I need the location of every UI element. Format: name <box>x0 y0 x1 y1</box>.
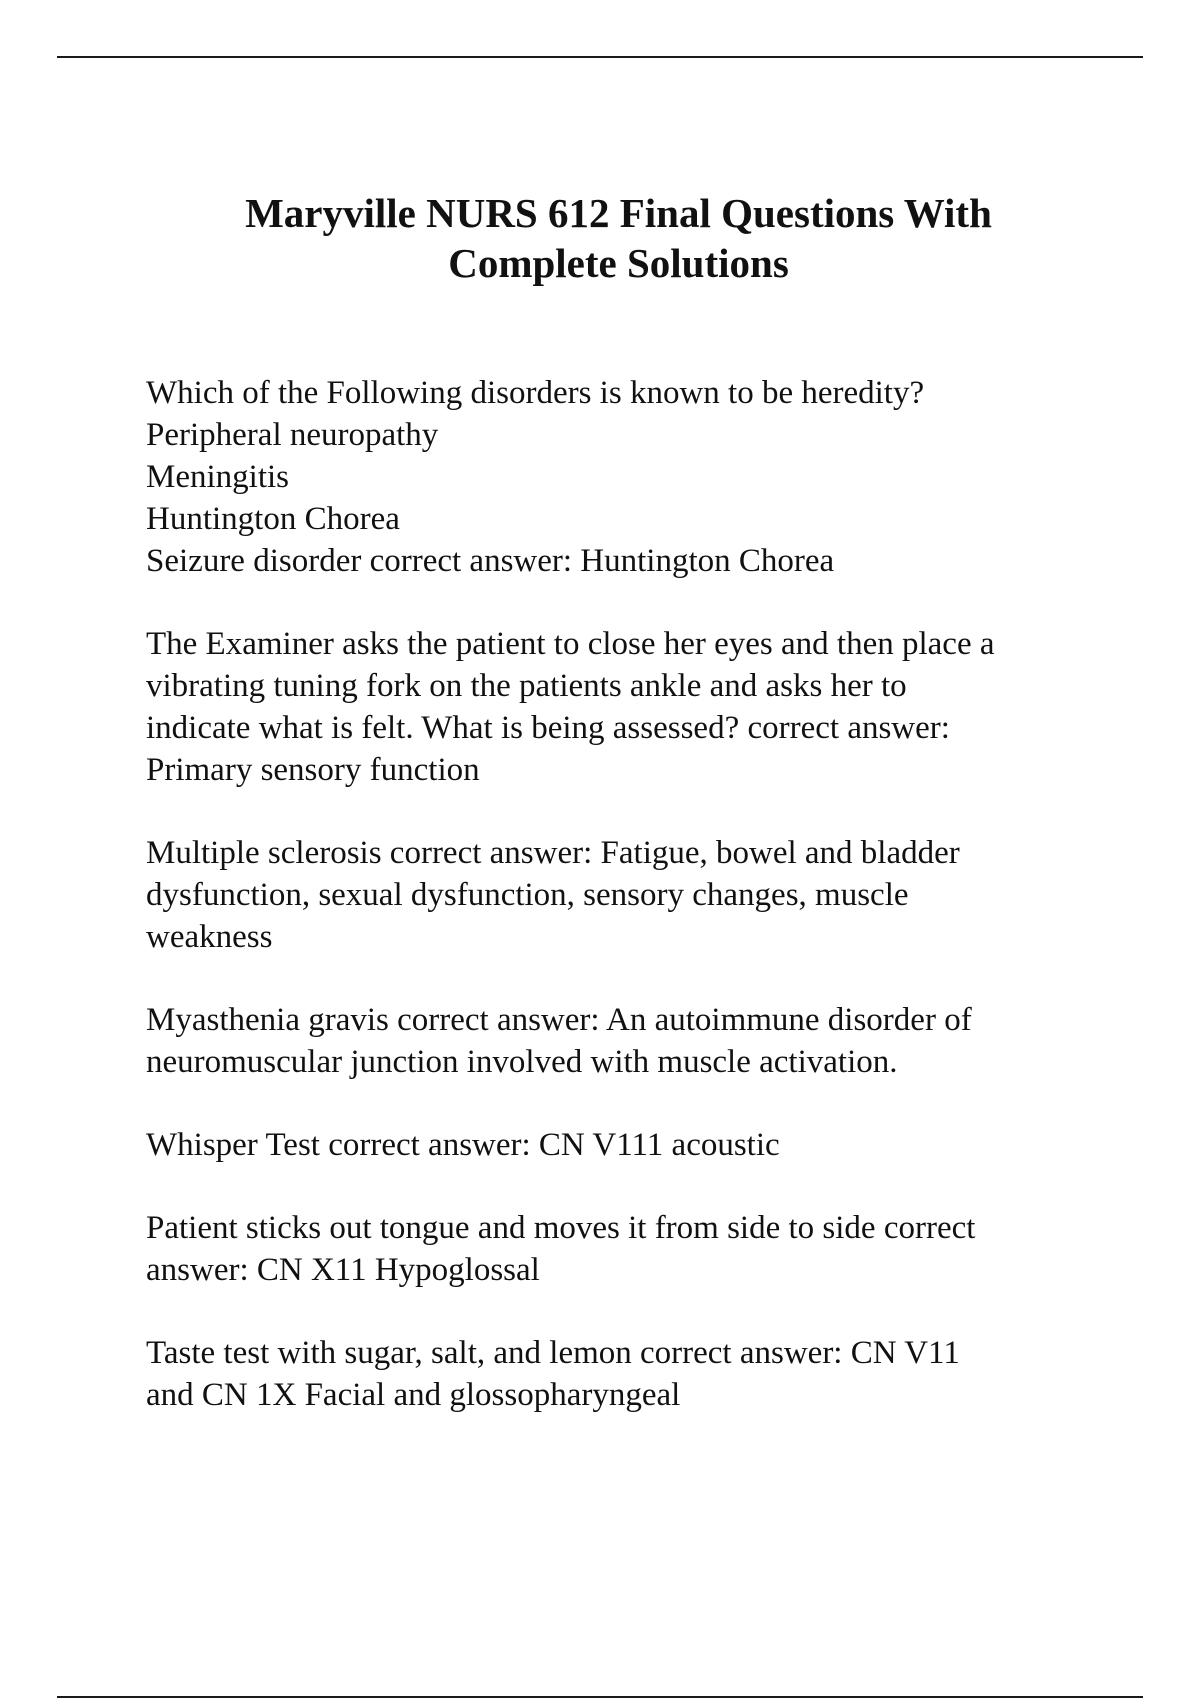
qa-block-taste-test <box>146 1332 1146 1416</box>
qa-block-whisper-test <box>146 1124 1146 1166</box>
qa-block-tongue-test <box>146 1207 1146 1291</box>
qa-block-myasthenia-gravis <box>146 999 1146 1083</box>
option-line: Huntington Chorea <box>146 501 400 537</box>
qa-line: neuromuscular junction involved with muscle activation. <box>146 1044 898 1080</box>
document-title <box>100 188 1137 288</box>
question-line: vibrating tuning fork on the patients ankle and asks her to <box>146 668 907 704</box>
qa-line: Whisper Test correct answer: CN V111 acoustic <box>146 1127 780 1163</box>
option-line: Peripheral neuropathy <box>146 417 439 453</box>
answer-line: Primary sensory function <box>146 752 480 788</box>
title-line-2: Complete Solutions <box>448 240 789 286</box>
option-line: Meningitis <box>146 459 290 495</box>
qa-line: Myasthenia gravis correct answer: An autoimmune disorder of <box>146 1002 972 1038</box>
question-line: indicate what is felt. What is being assessed? correct answer: <box>146 710 950 746</box>
qa-line: Multiple sclerosis correct answer: Fatigue, bowel and bladder <box>146 835 960 871</box>
title-line-1: Maryville NURS 612 Final Questions With <box>245 190 992 236</box>
qa-line: answer: CN X11 Hypoglossal <box>146 1252 540 1288</box>
top-divider <box>57 56 1143 58</box>
document-body <box>146 372 1146 1457</box>
qa-block-multiple-sclerosis <box>146 832 1146 958</box>
answer-line: Seizure disorder correct answer: Huntington Chorea <box>146 543 835 579</box>
qa-line: Patient sticks out tongue and moves it from side to side correct <box>146 1210 976 1246</box>
qa-line: dysfunction, sexual dysfunction, sensory changes, muscle <box>146 877 909 913</box>
bottom-divider <box>57 1696 1143 1698</box>
qa-block-hereditary-disorder <box>146 372 1146 582</box>
qa-block-tuning-fork <box>146 623 1146 791</box>
question-line: The Examiner asks the patient to close her eyes and then place a <box>146 626 995 662</box>
qa-line: weakness <box>146 919 273 955</box>
qa-line: and CN 1X Facial and glossopharyngeal <box>146 1377 681 1413</box>
question-line: Which of the Following disorders is known to be heredity? <box>146 375 925 411</box>
qa-line: Taste test with sugar, salt, and lemon correct answer: CN V11 <box>146 1335 960 1371</box>
